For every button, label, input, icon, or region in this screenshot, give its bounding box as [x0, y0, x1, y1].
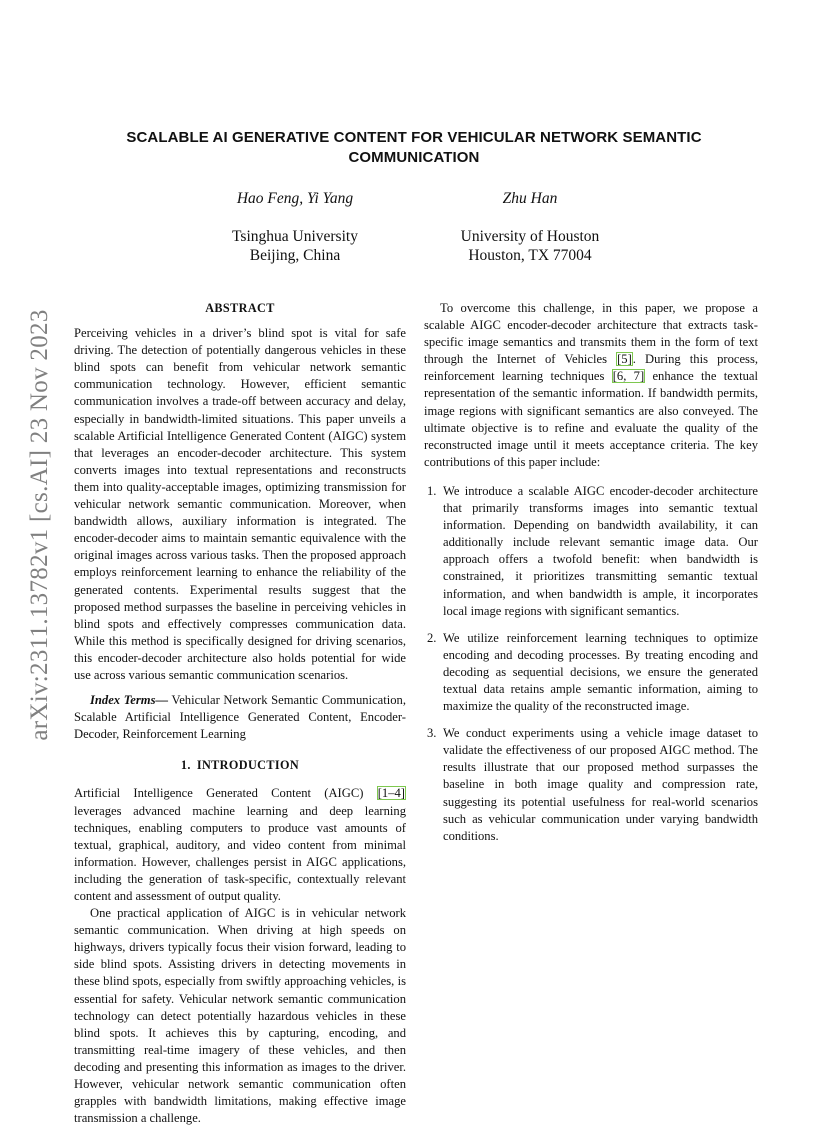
- text-run: enhance the textual representation of the semantic information. If bandwidth permits, image regions with significant semantics are also conveyed. The ultimate objective is to refine and evaluate the quality of the reconstructed image until it meets acceptance criteria. The key contributions of this paper include:: [424, 369, 759, 469]
- section-title: INTRODUCTION: [196, 758, 300, 773]
- right-column: [424, 300, 758, 855]
- abstract-text: Perceiving vehicles in a driver’s blind spot is vital for safe driving. The detection of potentially dangerous vehicles in these blind spots can benefit from vehicular network semantic communication technology. However, efficient semantic communication involves a trade-off between accuracy and delay, especially in bandwidth-limited situations. This paper unveils a scalable Artificial Intelligence Generated Content (AIGC) system that leverages an encoder-decoder architecture. This system converts images into textual representations and reconstructs them into quality-acceptable images, optimizing transmission for vehicular network semantic communication. Moreover, when bandwidth allows, auxiliary information is integrated. The encoder-decoder aims to maintain semantic equivalence with the original images across various tasks. Then the proposed approach employs reinforcement learning to enhance the reliability of the generated contents. Experimental results suggest that the proposed method surpasses the baseline in perceiving vehicles in blind spots and effectively compresses communication data. While this method is specifically designed for driving scenarios, this encoder-decoder architecture also holds potential for wide use across various semantic communication scenarios.: [74, 326, 406, 682]
- index-terms-text: Vehicular Network Semantic Communication, Scalable Artificial Intelligence Generated Content, Encoder-Decoder, Reinforcement Learning: [74, 693, 406, 742]
- list-item-number: 3.: [427, 726, 437, 741]
- text-run: . During this process, reinforcement learning techniques: [424, 352, 759, 384]
- list-item: [424, 725, 758, 845]
- list-item: [424, 630, 758, 715]
- left-column: [74, 300, 406, 1127]
- intro-paragraph-3: [424, 300, 758, 471]
- citation-link[interactable]: [6, 7]: [612, 369, 645, 384]
- author-names: Hao Feng, Yi Yang: [236, 190, 354, 207]
- list-item: [424, 483, 758, 620]
- author-location: Beijing, China: [249, 247, 341, 264]
- section-heading-introduction: [74, 757, 406, 774]
- author-affiliation: University of Houston: [460, 228, 600, 245]
- paper-title: SCALABLE AI GENERATIVE CONTENT FOR VEHICULAR NETWORK SEMANTIC COMMUNICATION: [126, 129, 702, 166]
- arxiv-identifier-text: arXiv:2311.13782v1 [cs.AI] 23 Nov 2023: [26, 309, 53, 741]
- intro-paragraph-1: [74, 785, 406, 905]
- text-run: leverages advanced machine learning and deep learning techniques, enabling computers to produce vast amounts of textual, graphical, auditory, and video content from minimal information. However, challenges persist in AIGC applications, including the generation of task-specific, contextually relevant content and assessment of output quality.: [74, 803, 406, 903]
- abstract-heading: ABSTRACT: [205, 301, 275, 315]
- text-run: To overcome this challenge, in this paper, we propose a scalable AIGC encoder-decoder architecture that extracts task-specific image semantics and transmits them in the form of text through the Internet of Vehicles: [424, 301, 758, 367]
- citation-link[interactable]: [5]: [617, 352, 632, 367]
- list-item-text: We utilize reinforcement learning techniques to optimize encoding and decoding processes. By treating encoding and decoding as sequential decisions, we ensure the generated textual data retains ample semantic information, aiming to maximize the quality of the reconstructed image.: [443, 630, 758, 714]
- contributions-list: [424, 483, 758, 845]
- list-item-text: We conduct experiments using a vehicle image dataset to validate the effectiveness of our proposed AIGC method. The results illustrate that our proposed method surpasses the baseline in both image quality and compression rate, suggesting its potential usefulness for real-world scenarios such as vehicular communication under varying bandwidth conditions.: [443, 726, 758, 843]
- citation-link[interactable]: [1–4]: [377, 786, 405, 801]
- index-terms: [74, 692, 406, 743]
- text-run: Artificial Intelligence Generated Content (AIGC): [74, 786, 377, 801]
- arxiv-identifier[interactable]: [18, 290, 62, 760]
- list-item-text: We introduce a scalable AIGC encoder-decoder architecture that primarily transforms images into semantic textual information. Depending on bandwidth availability, it can additionally include relevant semantic image data. Our approach offers a twofold benefit: when bandwidth is constrained, it prioritizes transmitting semantic textual information, and when bandwidth is ample, it incorporates local image regions with significant semantics.: [443, 483, 758, 618]
- list-item-number: 1.: [427, 483, 437, 498]
- author-affiliation: Tsinghua University: [232, 228, 358, 245]
- author-names: Zhu Han: [502, 190, 558, 207]
- index-terms-label: Index Terms—: [90, 693, 169, 708]
- author-block-1: [210, 189, 380, 265]
- author-block-2: [440, 189, 620, 265]
- list-item-number: 2.: [427, 630, 437, 645]
- author-location: Houston, TX 77004: [468, 247, 592, 264]
- section-number: 1.: [180, 758, 191, 773]
- intro-paragraph-2: One practical application of AIGC is in vehicular network semantic communication. When driving at high speeds on highways, drivers typically focus their vision forward, leading to side blind spots. Assisting drivers in detecting movements in these blind spots, especially from swiftly approaching vehicles, is essential for safety. Vehicular network semantic communication technology can detect potentially hazardous vehicles in these blind spots. It achieves this by capturing, encoding, and transmitting real-time imagery of these vehicles, and then decoding and presenting this information as images to the driver. However, vehicular network semantic communication often grapples with bandwidth limitations, making effective image transmission a challenge.: [74, 906, 406, 1126]
